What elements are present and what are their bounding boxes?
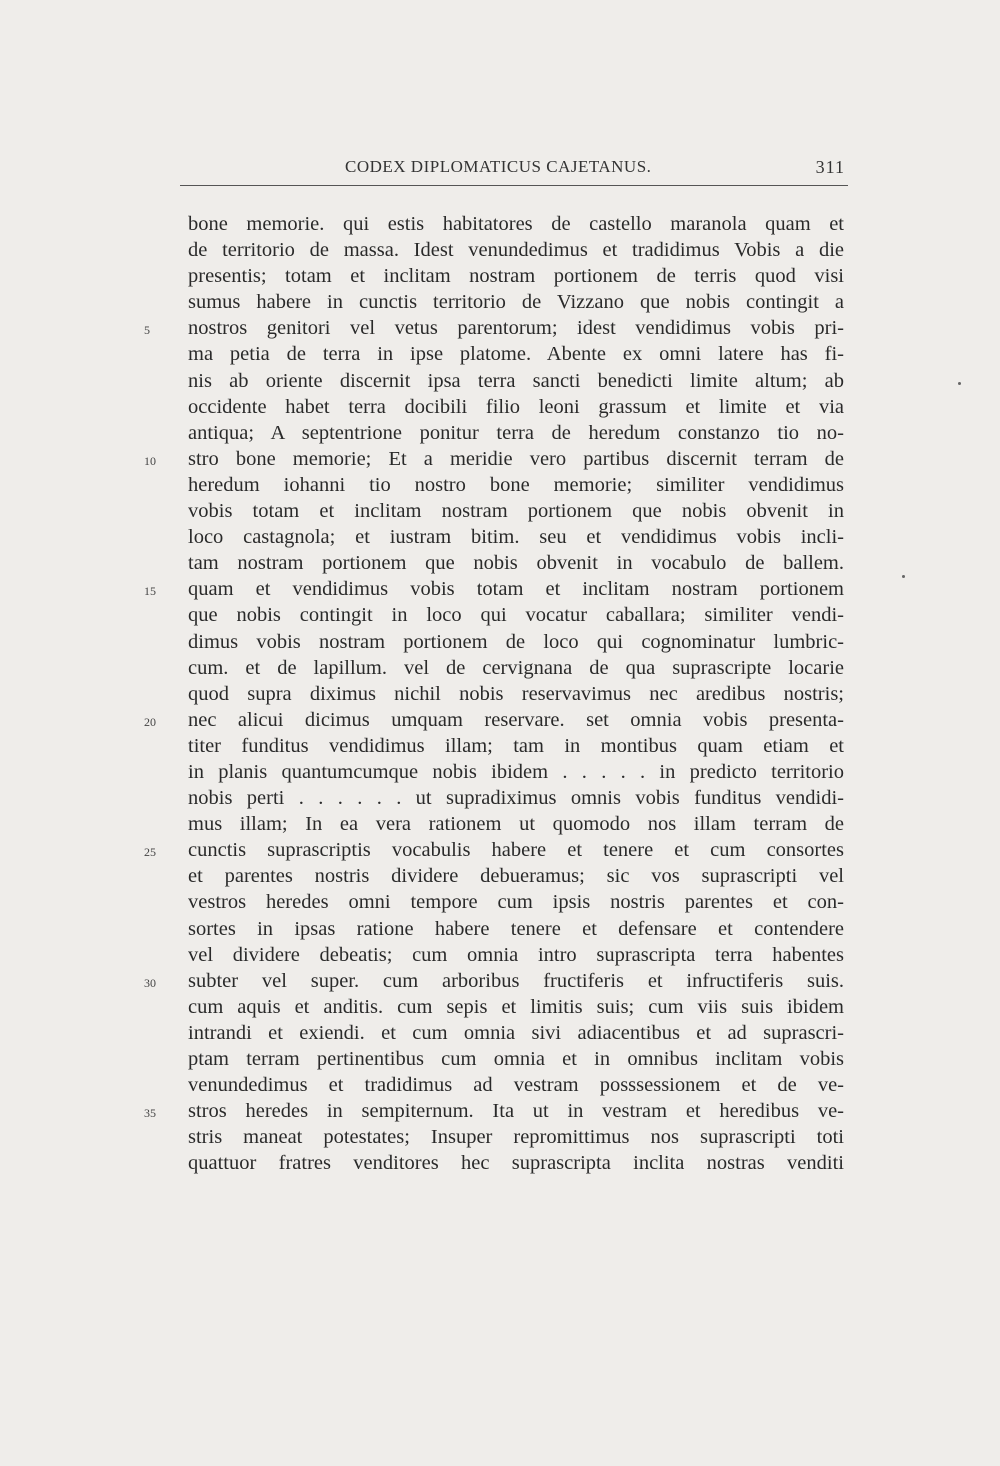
text-line: [188, 655, 844, 681]
text-line: [188, 211, 844, 237]
text-line: [144, 576, 844, 602]
text-line: [188, 759, 844, 785]
line-text: stris maneat potestates; Insuper repromittimus nos suprascripti toti: [188, 1126, 844, 1149]
line-text: venundedimus et tradidimus ad vestram posssessionem et de ve-: [188, 1074, 844, 1097]
line-text: loco castagnola; et iustram bitim. seu et vendidimus vobis incli-: [188, 526, 844, 549]
line-text: et parentes nostris dividere debueramus; sic vos suprascripti vel: [188, 865, 844, 888]
text-line: [188, 1020, 844, 1046]
line-text: occidente habet terra docibili filio leoni grassum et limite et via: [188, 395, 844, 418]
line-text: vel dividere debeatis; cum omnia intro suprascripta terra habentes: [188, 943, 844, 966]
line-text: cunctis suprascriptis vocabulis habere et tenere et cum consortes: [188, 839, 844, 862]
text-line: [144, 1098, 844, 1124]
line-text: stros heredes in sempiternum. Ita ut in vestram et heredibus ve-: [188, 1100, 844, 1123]
text-line: [144, 968, 844, 994]
line-text: heredum iohanni tio nostro bone memorie; similiter vendidimus: [188, 473, 844, 496]
running-title: CODEX DIPLOMATICUS CAJETANUS.: [345, 157, 652, 176]
text-line: [188, 289, 844, 315]
line-text: ptam terram pertinentibus cum omnia et in omnibus inclitam vobis: [188, 1048, 844, 1070]
line-number: 30: [144, 975, 156, 990]
line-text: stro bone memorie; Et a meridie vero partibus discernit terram de: [188, 447, 844, 470]
text-line: [188, 368, 844, 394]
line-text: presentis; totam et inclitam nostram portionem de terris quod visi: [188, 265, 844, 288]
line-text: de territorio de massa. Idest venundedimus et tradidimus Vobis a die: [188, 239, 844, 262]
line-text: subter vel super. cum arboribus fructiferis et infructiferis suis.: [188, 969, 844, 992]
line-text: titer funditus vendidimus illam; tam in montibus quam etiam et: [188, 734, 844, 757]
line-text: quam et vendidimus vobis totam et inclitam nostram portionem: [188, 578, 844, 601]
text-line: [144, 446, 844, 472]
line-text: cum. et de lapillum. vel de cervignana de qua suprascripte locarie: [188, 656, 844, 679]
text-line: [188, 1124, 844, 1150]
line-number: 20: [144, 714, 156, 729]
text-line: [188, 629, 844, 655]
page-number: 311: [815, 157, 845, 177]
text-line: [188, 341, 844, 367]
text-line: [188, 394, 844, 420]
line-number: 5: [144, 323, 150, 338]
line-text: intrandi et exiendi. et cum omnia sivi adiacentibus et ad suprascri-: [188, 1021, 844, 1044]
line-number: 15: [144, 584, 156, 599]
text-line: [144, 837, 844, 863]
stray-mark: [958, 382, 961, 385]
line-text: nis ab oriente discernit ipsa terra sancti benedicti limite altum; ab: [188, 369, 844, 392]
text-line: [188, 1072, 844, 1098]
line-text: mus illam; In ea vera rationem ut quomodo nos illam terram de: [188, 813, 844, 836]
text-line: [188, 472, 844, 498]
line-text: quattuor fratres venditores hec suprascripta inclita nostras venditi: [188, 1152, 844, 1175]
line-number: 35: [144, 1106, 156, 1121]
line-text: nostros genitori vel vetus parentorum; idest vendidimus vobis pri-: [188, 317, 844, 340]
text-line: [188, 263, 844, 289]
line-number: 10: [144, 453, 156, 468]
line-text: bone memorie. qui estis habitatores de castello maranola quam et: [188, 213, 844, 235]
text-line: [188, 863, 844, 889]
text-line: [188, 733, 844, 759]
text-line: [188, 1150, 844, 1176]
text-line: [188, 602, 844, 628]
line-text: nobis perti . . . . . . ut supradiximus omnis vobis funditus vendidi-: [188, 787, 844, 810]
text-line: [144, 707, 844, 733]
text-line: [188, 524, 844, 550]
line-text: cum aquis et anditis. cum sepis et limitis suis; cum viis suis ibidem: [188, 995, 844, 1018]
line-text: in planis quantumcumque nobis ibidem . . . . . in predicto territorio: [188, 760, 844, 783]
line-text: que nobis contingit in loco qui vocatur caballara; similiter vendi-: [188, 604, 844, 627]
text-line: [188, 994, 844, 1020]
text-line: [188, 420, 844, 446]
text-line: [188, 498, 844, 524]
line-text: nec alicui dicimus umquam reservare. set omnia vobis presenta-: [188, 708, 844, 731]
text-line: [188, 785, 844, 811]
text-line: [188, 942, 844, 968]
line-text: antiqua; A septentrione ponitur terra de heredum constanzo tio no-: [188, 421, 844, 444]
line-text: tam nostram portionem que nobis obvenit in vocabulo de ballem.: [188, 552, 844, 575]
line-text: quod supra diximus nichil nobis reservavimus nec aredibus nostris;: [188, 682, 844, 705]
running-head: [180, 157, 845, 181]
line-text: sumus habere in cunctis territorio de Vizzano que nobis contingit a: [188, 291, 844, 314]
text-line: [188, 1046, 844, 1072]
line-text: dimus vobis nostram portionem de loco qui cognominatur lumbric-: [188, 630, 844, 653]
text-line: [188, 916, 844, 942]
header-rule: [180, 185, 848, 186]
text-line: [188, 889, 844, 915]
line-text: ma petia de terra in ipse platome. Abente ex omni latere has fi-: [188, 343, 844, 366]
line-text: vestros heredes omni tempore cum ipsis nostris parentes et con-: [188, 891, 844, 914]
text-line: [144, 315, 844, 341]
text-line: [188, 237, 844, 263]
line-text: sortes in ipsas ratione habere tenere et defensare et contendere: [188, 917, 844, 940]
line-text: vobis totam et inclitam nostram portionem que nobis obvenit in: [188, 500, 844, 523]
text-line: [188, 681, 844, 707]
body-text: [144, 211, 844, 1176]
line-number: 25: [144, 845, 156, 860]
text-line: [188, 811, 844, 837]
stray-mark: [902, 575, 905, 578]
text-line: [188, 550, 844, 576]
